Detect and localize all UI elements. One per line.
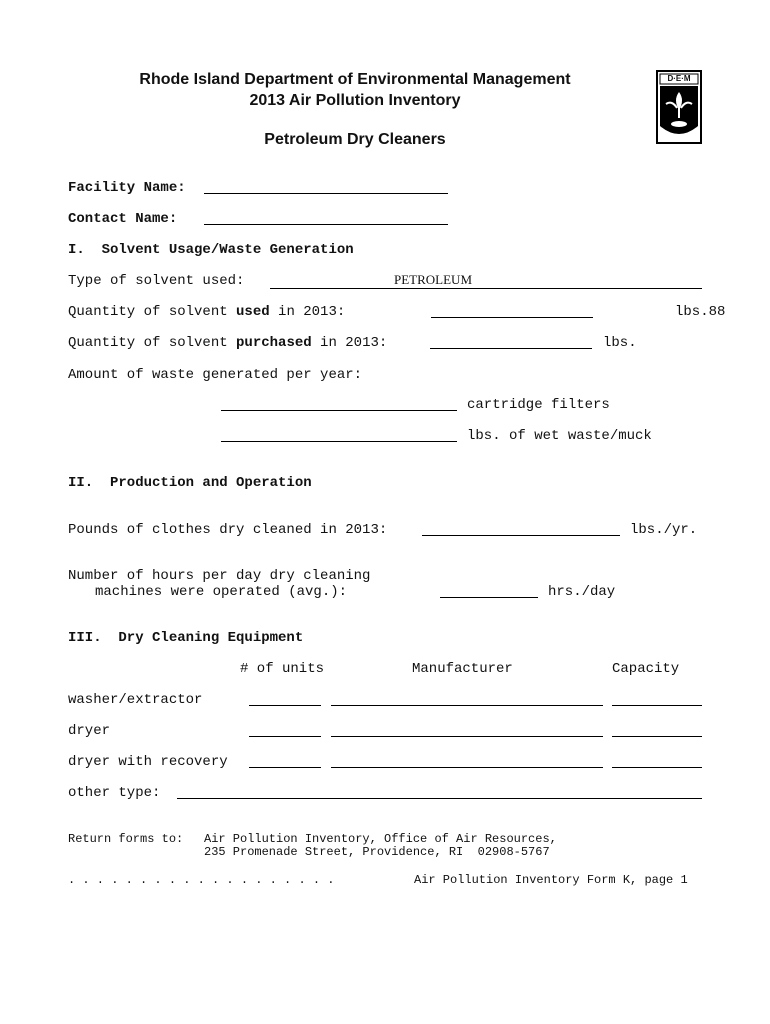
capacity-field[interactable] [612, 736, 702, 737]
section-3-heading: III. Dry Cleaning Equipment [68, 630, 304, 646]
qty-purchased-unit: lbs. [603, 335, 637, 351]
other-type-field[interactable] [177, 798, 702, 799]
equipment-row-label: dryer [68, 723, 111, 739]
equipment-row-label: washer/extractor [68, 692, 203, 708]
hours-label-line-2: machines were operated (avg.): [95, 584, 348, 600]
logo-text: D·E·M [667, 74, 691, 83]
hours-unit: hrs./day [548, 584, 616, 600]
facility-name-label: Facility Name: [68, 180, 186, 196]
equipment-row-label: dryer with recovery [68, 754, 228, 770]
pounds-cleaned-label: Pounds of clothes dry cleaned in 2013: [68, 522, 388, 538]
section-1-heading: I. Solvent Usage/Waste Generation [68, 242, 354, 258]
footer-dots: . . . . . . . . . . . . . . . . . . . [68, 873, 335, 887]
form-title: Petroleum Dry Cleaners [264, 131, 446, 148]
hours-field[interactable] [440, 597, 538, 598]
solvent-type-field[interactable] [270, 272, 702, 289]
cartridge-filters-field[interactable] [221, 410, 457, 411]
qty-used-field[interactable] [431, 317, 593, 318]
return-forms-label: Return forms to: [68, 832, 184, 846]
qty-purchased-field[interactable] [430, 348, 592, 349]
manufacturer-field[interactable] [331, 736, 603, 737]
inventory-title: 2013 Air Pollution Inventory [249, 92, 461, 109]
pounds-cleaned-unit: lbs./yr. [630, 522, 698, 538]
units-field[interactable] [249, 767, 321, 768]
other-type-label: other type: [68, 785, 161, 801]
agency-title: Rhode Island Department of Environmental Management [139, 71, 571, 88]
cartridge-filters-label: cartridge filters [467, 397, 610, 413]
dem-logo [656, 70, 702, 144]
manufacturer-field[interactable] [331, 767, 603, 768]
manufacturer-field[interactable] [331, 705, 603, 706]
wet-waste-field[interactable] [221, 441, 457, 442]
waste-label: Amount of waste generated per year: [68, 367, 363, 383]
facility-name-field[interactable] [204, 193, 448, 194]
page-label: Air Pollution Inventory Form K, page 1 [414, 873, 688, 887]
solvent-type-value: PETROLEUM [394, 272, 472, 287]
contact-name-field[interactable] [204, 224, 448, 225]
contact-name-label: Contact Name: [68, 211, 178, 227]
qty-used-unit: lbs.88 [675, 304, 726, 320]
qty-purchased-label: Quantity of solvent purchased in 2013: [68, 335, 388, 351]
wet-waste-label: lbs. of wet waste/muck [467, 428, 652, 444]
units-field[interactable] [249, 736, 321, 737]
section-2-heading: II. Production and Operation [68, 475, 312, 491]
return-address-line-2: 235 Promenade Street, Providence, RI 02908-5767 [204, 845, 550, 859]
solvent-type-label: Type of solvent used: [68, 273, 245, 289]
column-header-capacity: Capacity [612, 661, 680, 677]
qty-used-label: Quantity of solvent used in 2013: [68, 304, 346, 320]
pounds-cleaned-field[interactable] [422, 535, 620, 536]
hours-label-line-1: Number of hours per day dry cleaning [68, 568, 371, 584]
column-header-manufacturer: Manufacturer [412, 661, 513, 677]
units-field[interactable] [249, 705, 321, 706]
column-header-units: # of units [240, 661, 325, 677]
return-address-line-1: Air Pollution Inventory, Office of Air Resources, [204, 832, 557, 846]
capacity-field[interactable] [612, 705, 702, 706]
capacity-field[interactable] [612, 767, 702, 768]
